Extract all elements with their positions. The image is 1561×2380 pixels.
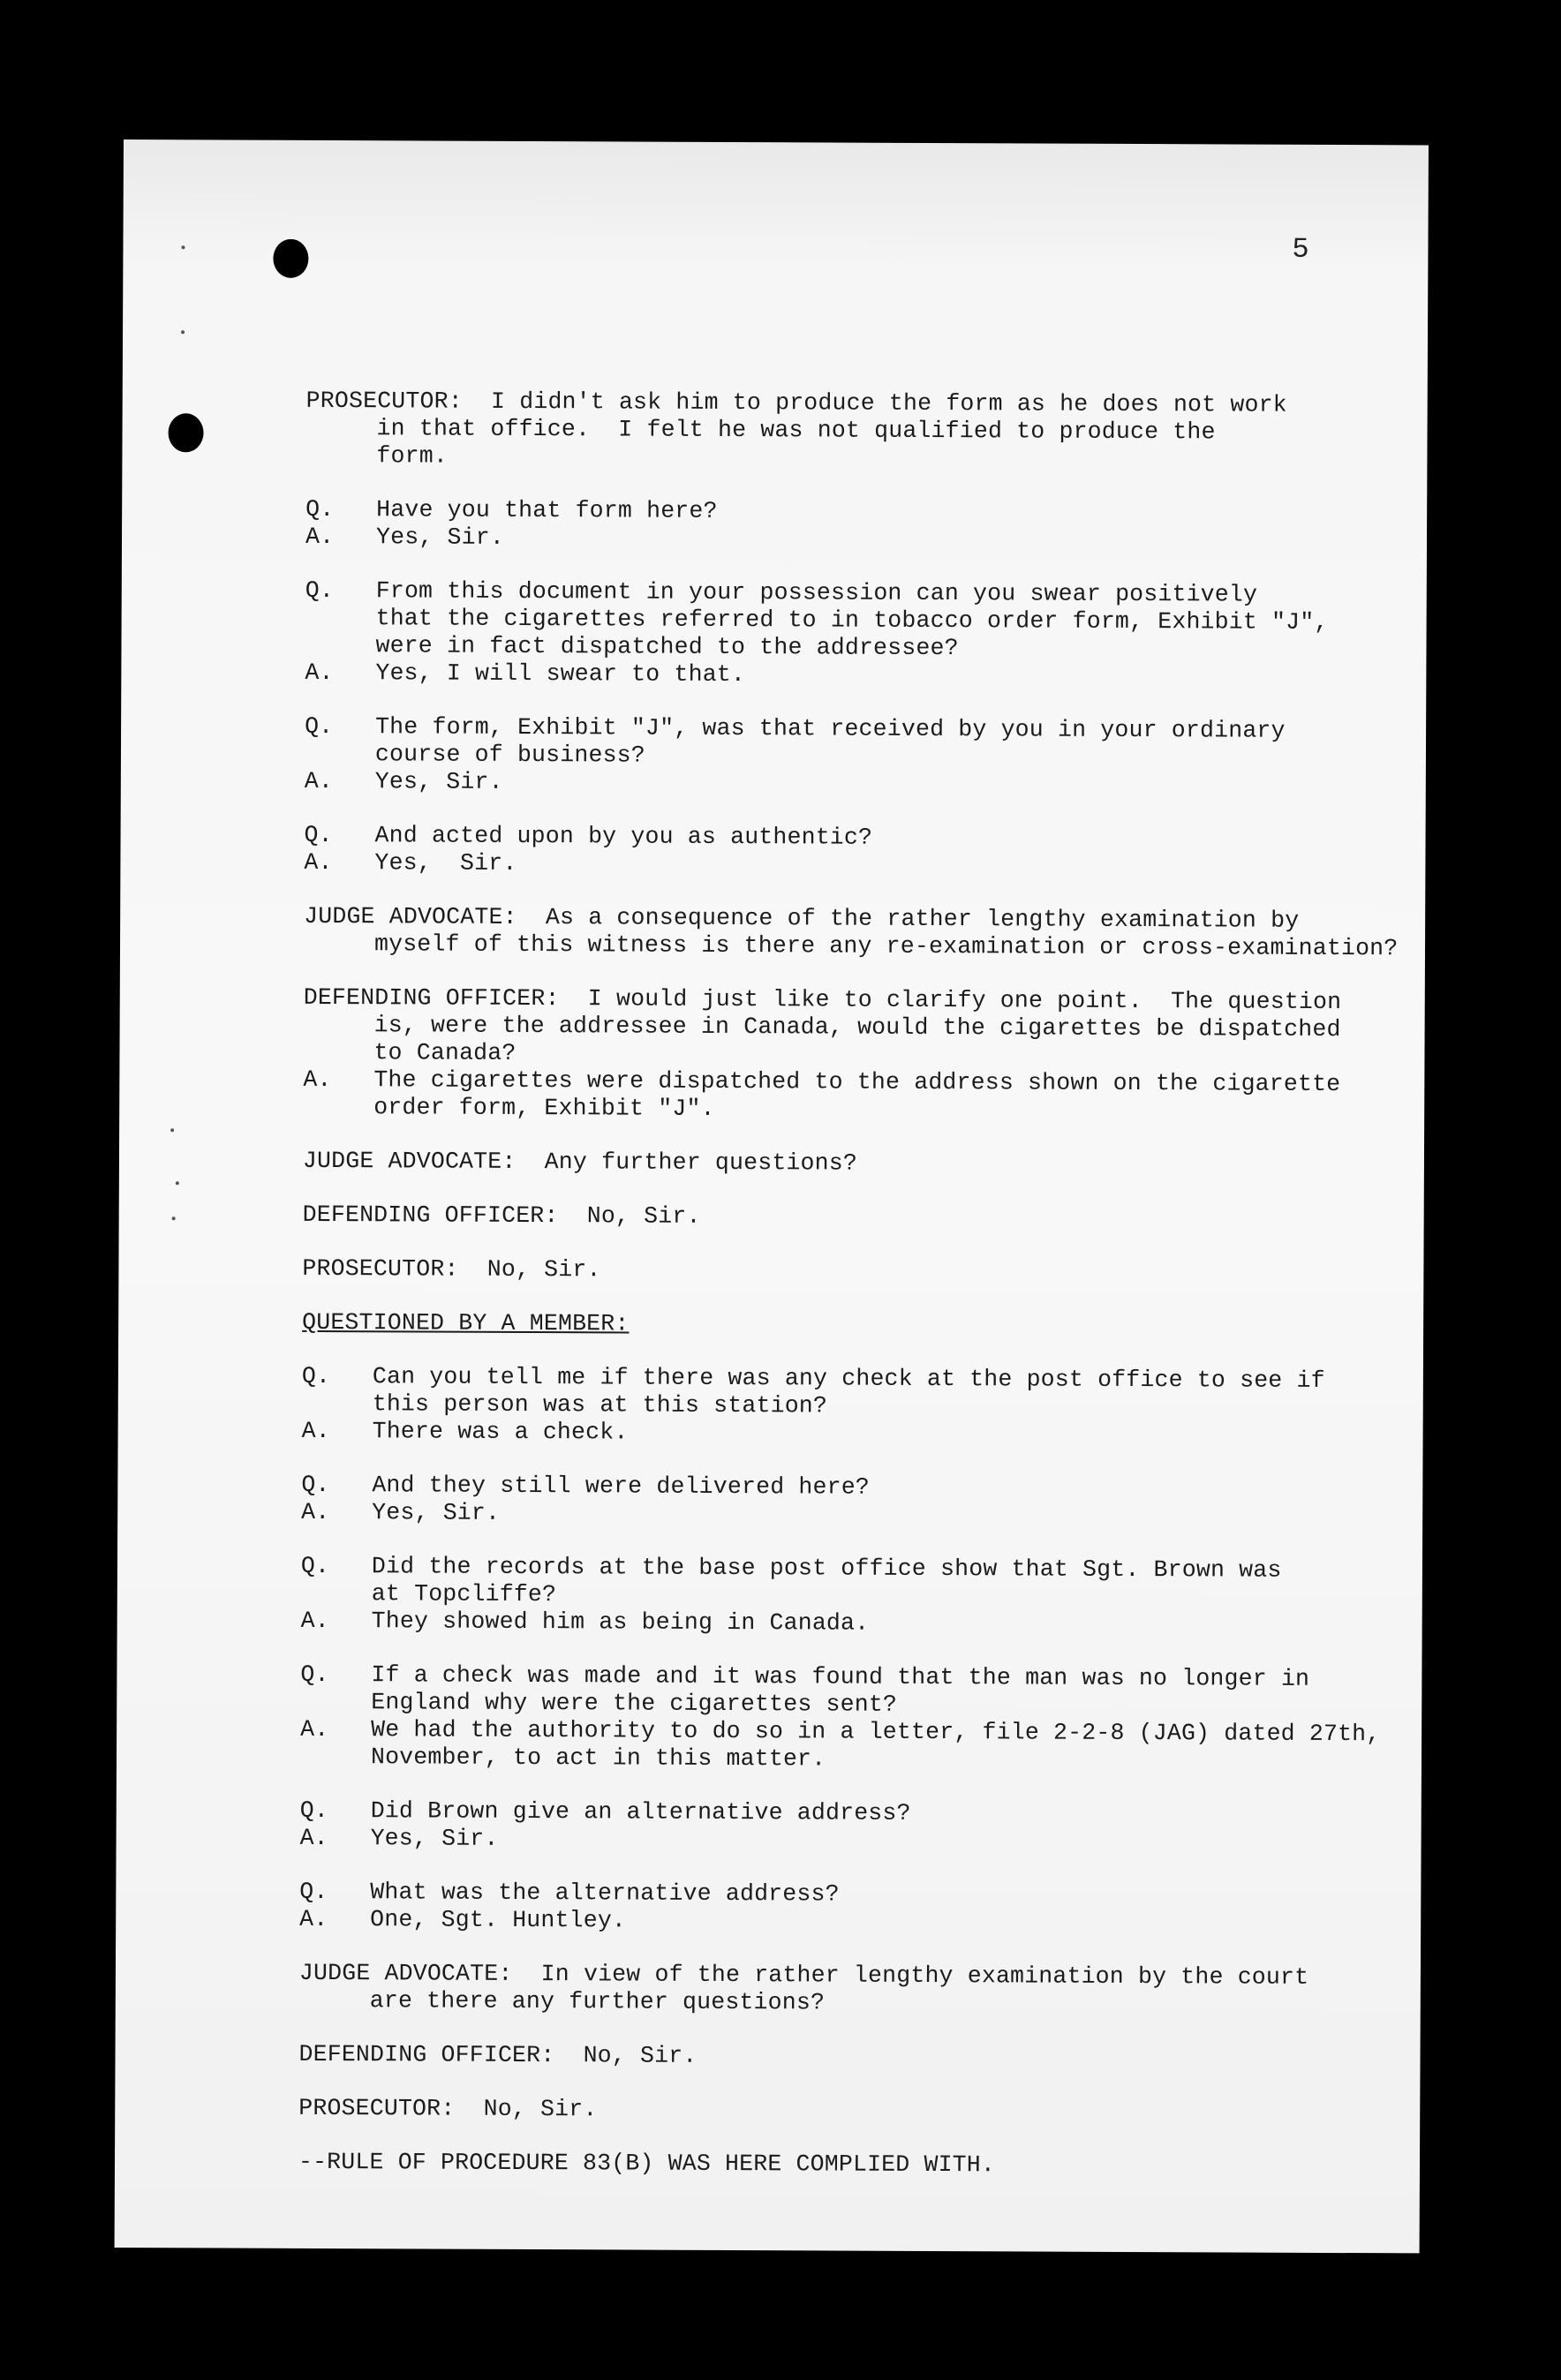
- statement-continuation: is, were the addressee in Canada, would the cigarettes be dispatched: [373, 1012, 1341, 1043]
- qa-text-line: Can you tell me if there was any check at the post office to see if: [372, 1363, 1325, 1394]
- qa-label: A.: [304, 767, 334, 795]
- qa-label: Q.: [300, 1552, 330, 1580]
- question-answer-pair: [305, 577, 1409, 691]
- qa-text: [372, 1472, 1405, 1503]
- answer: [301, 1608, 1405, 1639]
- qa-label: A.: [305, 659, 334, 687]
- qa-text-line: Yes, I will swear to that.: [375, 659, 746, 689]
- qa-text: [375, 577, 1408, 664]
- question: [300, 1661, 1404, 1721]
- speaker-statement: [302, 1255, 1406, 1287]
- punch-hole-middle: [168, 413, 203, 452]
- question-answer-pair: [300, 1661, 1405, 1775]
- statement-first-line: [303, 1201, 1406, 1233]
- speaker-label: PROSECUTOR:: [305, 387, 463, 415]
- statement-text: I would just like to clarify one point. The question: [587, 985, 1342, 1016]
- procedure-note: [298, 2149, 1402, 2180]
- answer: [300, 1716, 1404, 1775]
- qa-text: [370, 1906, 1403, 1938]
- qa-text-line: What was the alternative address?: [370, 1879, 840, 1908]
- qa-text-line: Did Brown give an alternative address?: [370, 1797, 911, 1826]
- qa-text: [375, 713, 1408, 772]
- answer: [302, 1418, 1406, 1450]
- qa-text: [372, 1553, 1405, 1612]
- qa-label: A.: [301, 1498, 330, 1526]
- qa-text: [376, 523, 1409, 555]
- qa-text: [373, 1418, 1406, 1450]
- answer: [305, 523, 1409, 555]
- paper-speck: [172, 1216, 176, 1220]
- qa-text-line: at Topcliffe?: [371, 1580, 557, 1608]
- statement-first-line: [303, 1148, 1406, 1179]
- qa-text-line: If a check was made and it was found that the man was no longer in: [371, 1661, 1310, 1692]
- qa-label: Q.: [300, 1661, 329, 1689]
- qa-text: [375, 768, 1408, 800]
- question-answer-pair: [299, 1879, 1403, 1938]
- heading-text: QUESTIONED BY A MEMBER:: [302, 1308, 630, 1337]
- qa-text-line: One, Sgt. Huntley.: [370, 1906, 627, 1934]
- qa-label: A.: [299, 1824, 328, 1852]
- qa-text-line: And acted upon by you as authentic?: [374, 822, 873, 851]
- speaker-statement: [305, 388, 1409, 474]
- qa-text-line: this person was at this station?: [372, 1390, 828, 1420]
- statement-continuation: are there any further questions?: [369, 1987, 826, 2016]
- qa-text: [372, 1608, 1405, 1639]
- qa-label: Q.: [299, 1878, 328, 1906]
- speaker-statement: [303, 1148, 1406, 1179]
- qa-text: [373, 1066, 1406, 1126]
- answer: [300, 1825, 1404, 1857]
- qa-label: A.: [303, 1066, 332, 1094]
- question: [302, 1363, 1406, 1422]
- qa-text: [371, 1797, 1404, 1829]
- statement-first-line: [302, 1255, 1406, 1287]
- qa-text: [374, 849, 1407, 881]
- speaker-statement: [298, 2041, 1402, 2073]
- punch-hole-top: [273, 239, 308, 278]
- paper-speck: [181, 330, 185, 334]
- statement-text: Any further questions?: [544, 1149, 858, 1177]
- qa-label: Q.: [301, 1471, 330, 1499]
- qa-label: A.: [300, 1715, 329, 1744]
- statement-first-line: [298, 2041, 1402, 2073]
- question-answer-pair: [305, 496, 1409, 555]
- qa-text-line: The form, Exhibit "J", was that received by you in your ordinary: [375, 713, 1286, 744]
- qa-text-line: Yes, Sir.: [372, 1499, 501, 1526]
- qa-text: [370, 1879, 1403, 1910]
- speaker-statement: [299, 1960, 1403, 2019]
- question: [305, 713, 1408, 772]
- speaker-statement: [303, 984, 1407, 1126]
- qa-label: Q.: [299, 1796, 329, 1825]
- speaker-statement: [304, 903, 1407, 962]
- speaker-label: DEFENDING OFFICER:: [302, 1201, 559, 1230]
- speaker-label: PROSECUTOR:: [302, 1254, 459, 1283]
- qa-label: Q.: [305, 495, 335, 523]
- qa-text-line: They showed him as being in Canada.: [371, 1608, 870, 1637]
- qa-text-line: We had the authority to do so in a letter, file 2-2-8 (JAG) dated 27th,: [371, 1716, 1381, 1748]
- speaker-label: DEFENDING OFFICER:: [298, 2040, 555, 2069]
- page-number: 5: [1292, 232, 1309, 266]
- qa-label: Q.: [301, 1362, 331, 1390]
- answer: [299, 1906, 1403, 1938]
- qa-text-line: November, to act in this matter.: [370, 1744, 826, 1773]
- qa-text-line: Did the records at the base post office show that Sgt. Brown was: [371, 1553, 1282, 1584]
- speaker-label: JUDGE ADVOCATE:: [298, 1959, 513, 1987]
- answer: [304, 849, 1407, 881]
- question-answer-pair: [304, 822, 1407, 881]
- question-answer-pair: [305, 713, 1408, 800]
- statement-first-line: [298, 2095, 1402, 2127]
- qa-text: [373, 1363, 1406, 1422]
- qa-text: [371, 1825, 1404, 1857]
- question: [301, 1553, 1405, 1612]
- answer: [305, 659, 1408, 691]
- speaker-label: JUDGE ADVOCATE:: [302, 1147, 517, 1175]
- qa-text: [374, 822, 1407, 854]
- paper-speck: [181, 245, 185, 249]
- statement-text: No, Sir.: [586, 1202, 701, 1230]
- qa-label: Q.: [305, 712, 334, 741]
- statement-text: No, Sir.: [583, 2042, 698, 2069]
- qa-text: [376, 496, 1409, 528]
- qa-text-line: that the cigarettes referred to in tobacco order form, Exhibit "J",: [375, 605, 1329, 636]
- qa-text-line: England why were the cigarettes sent?: [371, 1689, 898, 1718]
- statement-continuation: myself of this witness is there any re-examination or cross-examination?: [373, 930, 1399, 962]
- qa-text-line: And they still were delivered here?: [372, 1472, 871, 1501]
- qa-text: [375, 659, 1408, 691]
- statement-continuation: form.: [376, 442, 449, 470]
- speaker-statement: [303, 1201, 1406, 1233]
- statement-continuation: to Canada?: [373, 1039, 517, 1066]
- speaker-label: JUDGE ADVOCATE:: [304, 902, 517, 930]
- procedure-note-text: --RULE OF PROCEDURE 83(B) WAS HERE COMPLIED WITH.: [298, 2148, 996, 2179]
- qa-text-line: Have you that form here?: [376, 496, 718, 524]
- answer: [301, 1499, 1405, 1531]
- question-answer-pair: [300, 1797, 1404, 1857]
- speaker-statement: [298, 2095, 1402, 2127]
- paper-speck: [170, 1128, 174, 1132]
- qa-text-line: Yes, Sir.: [370, 1825, 499, 1852]
- qa-label: A.: [299, 1905, 328, 1933]
- qa-label: Q.: [304, 821, 333, 849]
- section-heading: [302, 1309, 1406, 1341]
- question-answer-pair: [301, 1553, 1405, 1639]
- qa-text-line: From this document in your possession can you swear positively: [375, 577, 1258, 608]
- statement-text: I didn't ask him to produce the form as he does not work: [491, 388, 1287, 418]
- qa-text-line: Yes, Sir.: [375, 523, 505, 551]
- qa-text-line: course of business?: [374, 741, 645, 769]
- qa-label: A.: [301, 1417, 330, 1445]
- qa-label: A.: [304, 848, 333, 877]
- speaker-label: DEFENDING OFFICER:: [303, 983, 560, 1013]
- transcript-body: [298, 388, 1410, 2180]
- qa-text-line: order form, Exhibit "J".: [373, 1094, 715, 1122]
- qa-text-line: were in fact dispatched to the addressee?: [375, 632, 959, 662]
- statement-text: No, Sir.: [483, 2095, 598, 2123]
- statement-text: In view of the rather lengthy examination by the court: [540, 1961, 1309, 1991]
- qa-label: A.: [300, 1607, 329, 1635]
- answer: [303, 1066, 1406, 1126]
- question-answer-pair: [302, 1363, 1406, 1450]
- question: [305, 577, 1408, 664]
- statement-continuation: in that office. I felt he was not qualified to produce the: [376, 415, 1216, 446]
- qa-text: [371, 1661, 1404, 1721]
- qa-text-line: There was a check.: [372, 1418, 629, 1446]
- speaker-label: PROSECUTOR:: [298, 2094, 456, 2122]
- qa-label: A.: [305, 523, 335, 551]
- statement-text: As a consequence of the rather lengthy examination by: [545, 904, 1300, 934]
- paper-speck: [176, 1181, 179, 1185]
- qa-label: Q.: [305, 576, 335, 605]
- answer: [305, 768, 1408, 800]
- question-answer-pair: [301, 1472, 1405, 1531]
- statement-text: No, Sir.: [486, 1255, 601, 1284]
- document-page: [115, 139, 1429, 2253]
- qa-text-line: Yes, Sir.: [374, 849, 517, 877]
- qa-text-line: Yes, Sir.: [374, 768, 503, 795]
- qa-text-line: The cigarettes were dispatched to the address shown on the cigarette: [373, 1066, 1341, 1098]
- qa-text: [372, 1499, 1405, 1531]
- qa-text: [371, 1716, 1404, 1775]
